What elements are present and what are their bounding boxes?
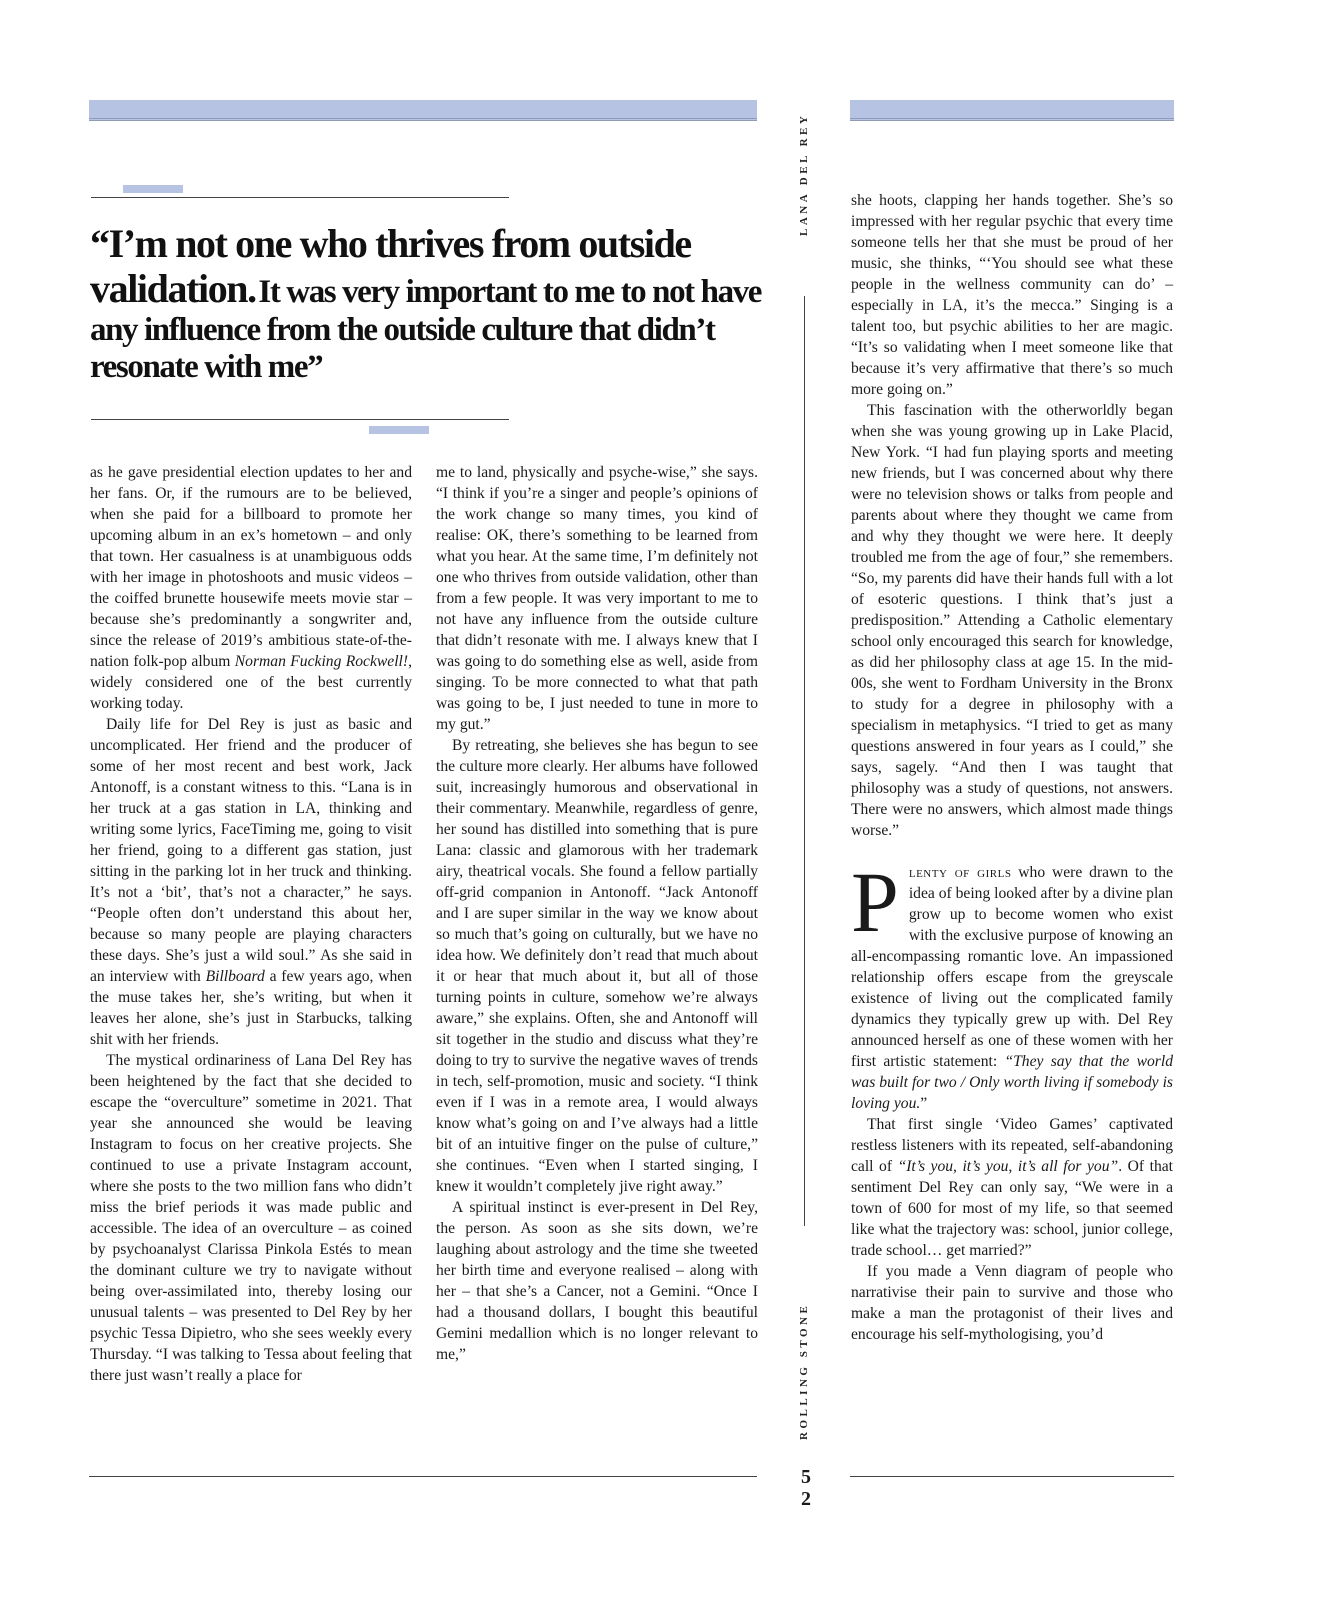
article-column-2 — [436, 462, 758, 1365]
paragraph: This fascination with the otherworldly began when she was young growing up in Lake Placid, New York. “I had fun playing sports and meeting new friends, but I was concerned about why there were no television shows or talks from people and parents about where they thought we came from and why they thought we were here. It deeply troubled me from the age of four,” she remembers. “So, my parents did have their hands full with a lot of esoteric questions. I think that’s just a predisposition.” Attending a Catholic elementary school only encouraged this search for knowledge, as did her philosophy class at age 15. In the mid-00s, she went to Fordham University in the Bronx to study for a degree in philosophy with a specialism in metaphysics. “I tried to get as many questions answered in four years as I could,” she says, sagely. “And then I was taught that philosophy was a study of questions, not answers. There were no answers, which almost made things worse.” — [851, 402, 1173, 839]
pullquote-tab-top — [123, 185, 183, 193]
section-opening-paragraph: Plenty of girls who were drawn to the idea of being looked after by a divine plan grow up to become women who exist with the exclusive purpose of knowing an all-encompassing romantic love. An impassioned relationship offers escape from the greyscale existence of living out the complicated family dynamics they typically grew up with. Del Rey announced herself as one of these women with her first artistic statement: “They say that the world was built for two / Only worth living if somebody is loving you.” — [851, 854, 1173, 1112]
paragraph: The mystical ordinariness of Lana Del Rey has been heightened by the fact that she decided to escape the “overculture” sometime in 2021. That year she announced she would be leaving Instagram to focus on her creative projects. She continued to use a private Instagram account, where she posts to the two million fans who didn’t miss the brief periods it was made public and accessible. The idea of an overculture – as coined by psychoanalyst Clarissa Pinkola Estés to mean the dominant culture we try to navigate without being over-assimilated into, thereby losing our unusual talents – was presented to Del Rey by her psychic Tessa Dipietro, who she sees weekly every Thursday. “I was talking to Tessa about feeling that there just wasn’t really a place for — [90, 1052, 412, 1384]
album-title: Norman Fucking Rockwell! — [234, 653, 409, 670]
paragraph: as he gave presidential election updates to her and her fans. Or, if the rumours are to be believed, when she paid for a billboard to promote her upcoming album in an ex’s hometown – and only that town. Her casualness is at unambiguous odds with her image in photoshoots and music videos – the coiffed brunette housewife meets movie star – because she’s predominantly a songwriter and, since the release of 2019’s ambitious state-of-the-nation folk-pop album Norman Fucking Rockwell!, widely considered one of the best currently working today. — [90, 464, 412, 712]
page-number: 5 2 — [801, 1466, 811, 1510]
magazine-title: Billboard — [205, 968, 265, 985]
paragraph: That first single ‘Video Games’ captivated restless listeners with its repeated, self-abandoning call of “It’s you, it’s you, it’s all for you”. Of that sentiment Del Rey can only say, “We were in a town of 600 for most of my life, so that seemed like what the trajectory was: school, junior college, trade school… get married?” — [851, 1116, 1173, 1259]
lead-in: lenty of girls — [908, 864, 1012, 881]
article-column-3 — [851, 190, 1173, 1345]
paragraph: she hoots, clapping her hands together. She’s so impressed with her regular psychic that every time someone tells her that she must be proud of her music, she thinks, “‘You should see what these people in the wellness community can do’ – especially in LA, it’s the mecca.” Singing is a talent too, but psychic abilities to her are magic. “It’s so validating when I meet someone like that because it’s very affirmative that there’s so much more going on.” — [851, 192, 1173, 398]
article-column-1 — [90, 462, 412, 1386]
vertical-rule — [804, 296, 805, 1226]
header-bar-right — [850, 100, 1174, 121]
paragraph: me to land, physically and psyche-wise,” she says. “I think if you’re a singer and people’s opinions of the work change so many times, you kind of realise: OK, there’s something to be learned from what you hear. At the same time, I’m definitely not one who thrives from outside validation, other than from a few people. It was very important to me to not have any influence from the outside culture that didn’t resonate with me. I always knew that I was going to do something else as well, aside from singing. To be more connected to what that path was going to be, I just needed to tune in more to my gut.” — [436, 464, 758, 733]
footer-rule-left — [89, 1476, 757, 1477]
pullquote-rule-bottom — [91, 419, 509, 420]
pull-quote — [90, 222, 790, 386]
running-head-magazine: ROLLING STONE — [798, 1302, 810, 1440]
paragraph: By retreating, she believes she has begun to see the culture more clearly. Her albums have followed suit, increasingly humorous and observational in their commentary. Meanwhile, regardless of genre, her sound has distilled into something that is pure Lana: classic and glamorous with her trademark airy, theatrical vocals. She found a fellow partially off-grid companion in Antonoff. “Jack Antonoff and I are super similar in the way we know about so much that’s going on culturally, but we have no idea how. We definitely don’t read that much about it or hear that much about it, but all of those turning points in culture, somehow we’re always aware,” she explains. Often, she and Antonoff will sit together in the studio and discuss what they’re doing to try to survive the negative waves of trends in tech, self-promotion, music and society. “I think even if I was in a remote area, I would always know what’s going on and I’ve always had a little bit of an intuitive finger on the pulse of culture,” she continues. “Even when I started singing, I knew it wouldn’t completely jive right away.” — [436, 737, 758, 1195]
drop-cap: P — [851, 854, 899, 950]
lyric-quote: “It’s you, it’s you, it’s all for you” — [897, 1158, 1119, 1175]
lyric-quote: “They say that the world was built for two / Only worth living if somebody is loving you. — [851, 1053, 1173, 1112]
running-head-artist: LANA DEL REY — [798, 112, 810, 236]
header-bar-left — [89, 100, 757, 121]
paragraph: If you made a Venn diagram of people who narrativise their pain to survive and those who make a man the protagonist of their lives and encourage his self-mythologising, you’d — [851, 1263, 1173, 1343]
paragraph: A spiritual instinct is ever-present in Del Rey, the person. As soon as she sits down, we’re laughing about astrology and the time she tweeted her birth time and everyone realised – along with her – that she’s a Cancer, not a Gemini. “Once I had a thousand dollars, I bought this beautiful Gemini medallion which is no longer relevant to me,” — [436, 1199, 758, 1363]
pullquote-tab-bottom — [369, 426, 429, 434]
pull-quote-large: “I’m not one who thrives from outside validation. — [90, 221, 691, 311]
pull-quote-small: It was very important to me to not have any influence from the outside culture that didn’t resonate with me” — [90, 273, 762, 385]
paragraph: Daily life for Del Rey is just as basic and uncomplicated. Her friend and the producer of some of her most recent and best work, Jack Antonoff, is a constant witness to this. “Lana is in her truck at a gas station in LA, thinking and writing some lyrics, FaceTiming me, going to visit her friend, going to a different gas station, just sitting in the parking lot in her truck and thinking. It’s not a ‘bit’, that’s not a character,” he says. “People often don’t understand this about her, because so many people are playing characters these days. She’s just a wild soul.” As she said in an interview with Billboard a few years ago, when the muse takes her, she’s writing, but when it leaves her alone, she’s just in Starbucks, talking shit with her friends. — [90, 716, 412, 1048]
footer-rule-right — [850, 1476, 1174, 1477]
pullquote-rule-top — [91, 197, 509, 198]
